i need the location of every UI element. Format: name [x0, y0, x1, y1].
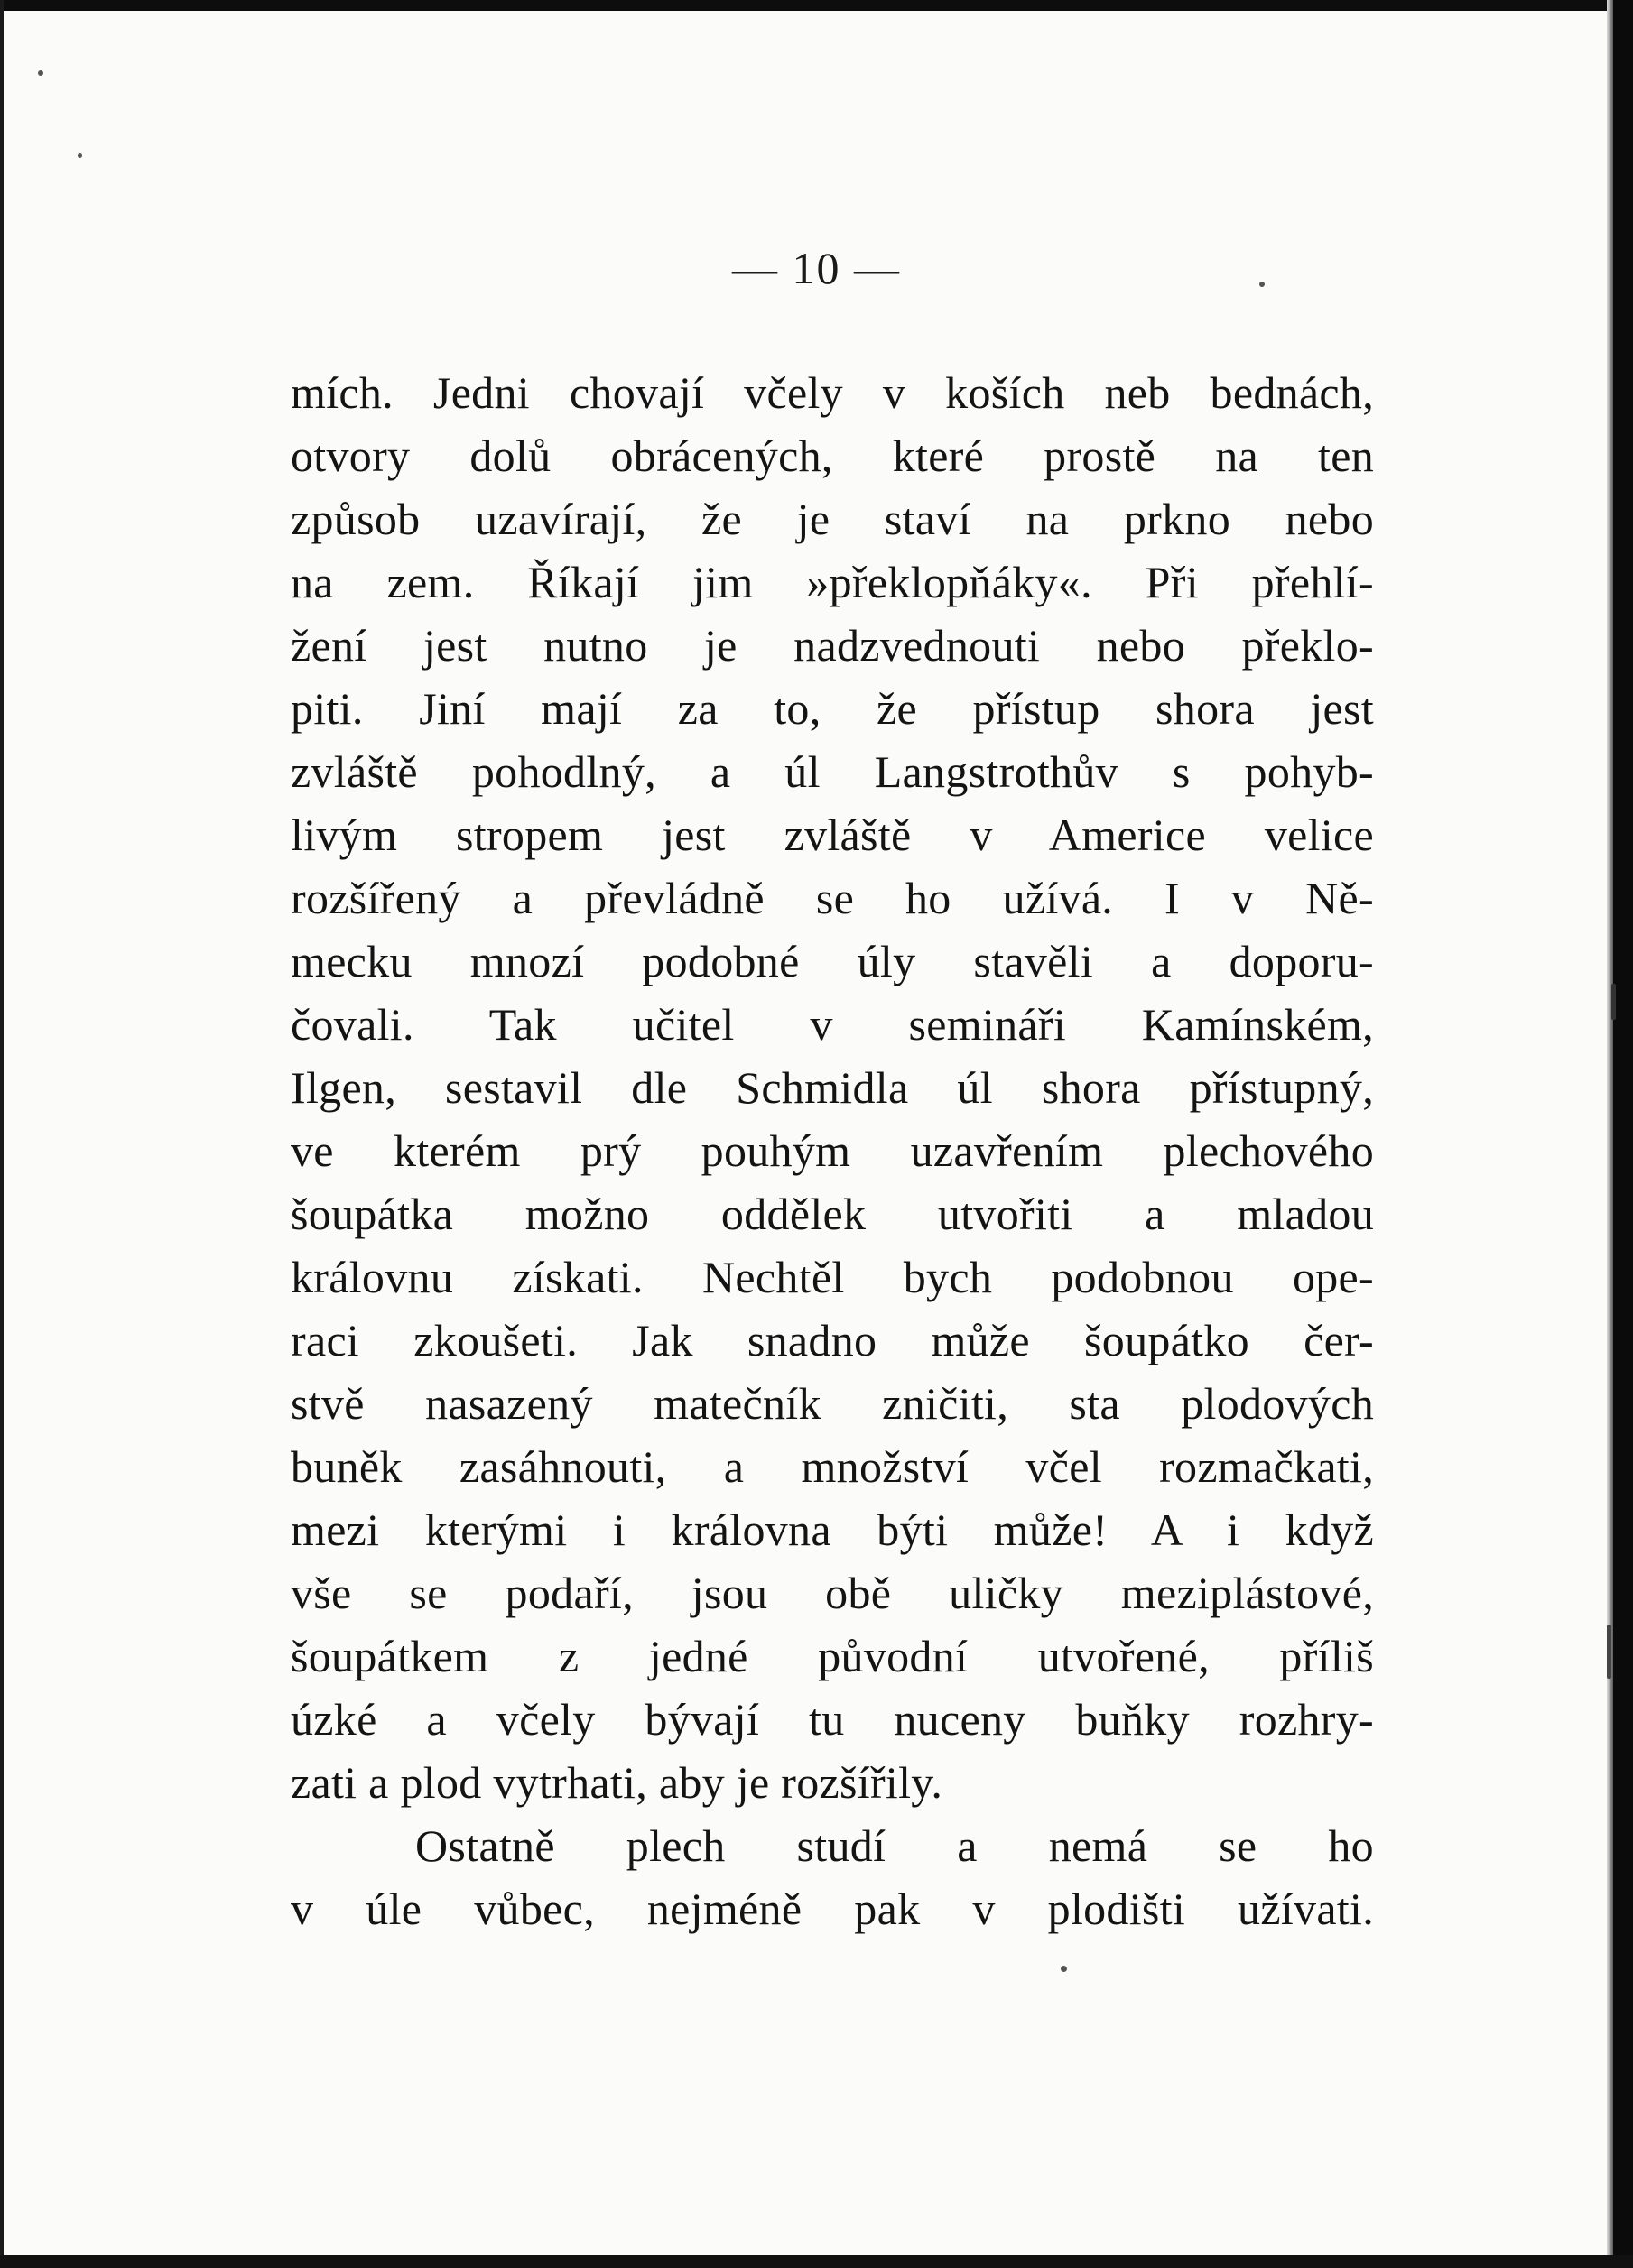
- text-line: mích. Jedni chovají včely v koších neb bednách,: [291, 367, 1374, 418]
- scan-speck: [78, 153, 82, 158]
- text-line: zvláště pohodlný, a úl Langstrothův s pohyb-: [291, 746, 1374, 797]
- text-line: žení jest nutno je nadzvednouti nebo překlo-: [291, 620, 1374, 671]
- scan-speck: [1061, 1966, 1067, 1972]
- text-line: vše se podaří, jsou obě uličky meziplástové,: [291, 1568, 1374, 1618]
- text-line: rozšířený a převládně se ho užívá. I v Ně-: [291, 873, 1374, 923]
- text-line: otvory dolů obrácených, které prostě na ten: [291, 430, 1374, 481]
- text-line: způsob uzavírají, že je staví na prkno nebo: [291, 494, 1374, 544]
- text-line: piti. Jiní mají za to, že přístup shora jest: [291, 683, 1374, 734]
- body-text: [291, 361, 1374, 1940]
- text-line: královnu získati. Nechtěl bych podobnou ope-: [291, 1252, 1374, 1302]
- page-number: — 10 —: [732, 243, 901, 293]
- text-line: stvě nasazený matečník zničiti, sta plodových: [291, 1378, 1374, 1429]
- scan-speck: [1607, 1625, 1611, 1679]
- text-line: livým stropem jest zvláště v Americe velice: [291, 810, 1374, 860]
- text-line: Ilgen, sestavil dle Schmidla úl shora přístupný,: [291, 1062, 1374, 1113]
- text-line: Ostatně plech studí a nemá se ho: [415, 1820, 1374, 1871]
- scan-border-bottom: [0, 2255, 1633, 2268]
- scan-speck: [38, 70, 43, 76]
- scan-border-right: [1613, 0, 1633, 2268]
- text-line: zati a plod vytrhati, aby je rozšířily.: [291, 1757, 943, 1808]
- text-line: buněk zasáhnouti, a množství včel rozmačkati,: [291, 1441, 1374, 1492]
- scan-page-edge: [1607, 0, 1613, 2268]
- text-line: ve kterém prý pouhým uzavřením plechového: [291, 1125, 1374, 1176]
- scan-speck: [1611, 984, 1616, 1020]
- scan-border-left: [0, 0, 4, 2268]
- text-line: čovali. Tak učitel v semináři Kamínském,: [291, 999, 1374, 1050]
- text-line: v úle vůbec, nejméně pak v plodišti užívati.: [291, 1884, 1374, 1934]
- text-line: na zem. Říkají jim »překlopňáky«. Při přehlí-: [291, 557, 1374, 607]
- scan-border-top: [0, 0, 1633, 11]
- text-line: úzké a včely bývají tu nuceny buňky rozhry-: [291, 1694, 1374, 1745]
- text-line: raci zkoušeti. Jak snadno může šoupátko čer-: [291, 1315, 1374, 1365]
- text-line: mezi kterými i královna býti může! A i když: [291, 1504, 1374, 1555]
- text-line: mecku mnozí podobné úly stavěli a doporu-: [291, 936, 1374, 986]
- text-line: šoupátka možno oddělek utvořiti a mladou: [291, 1189, 1374, 1239]
- text-line: šoupátkem z jedné původní utvořené, příliš: [291, 1631, 1374, 1681]
